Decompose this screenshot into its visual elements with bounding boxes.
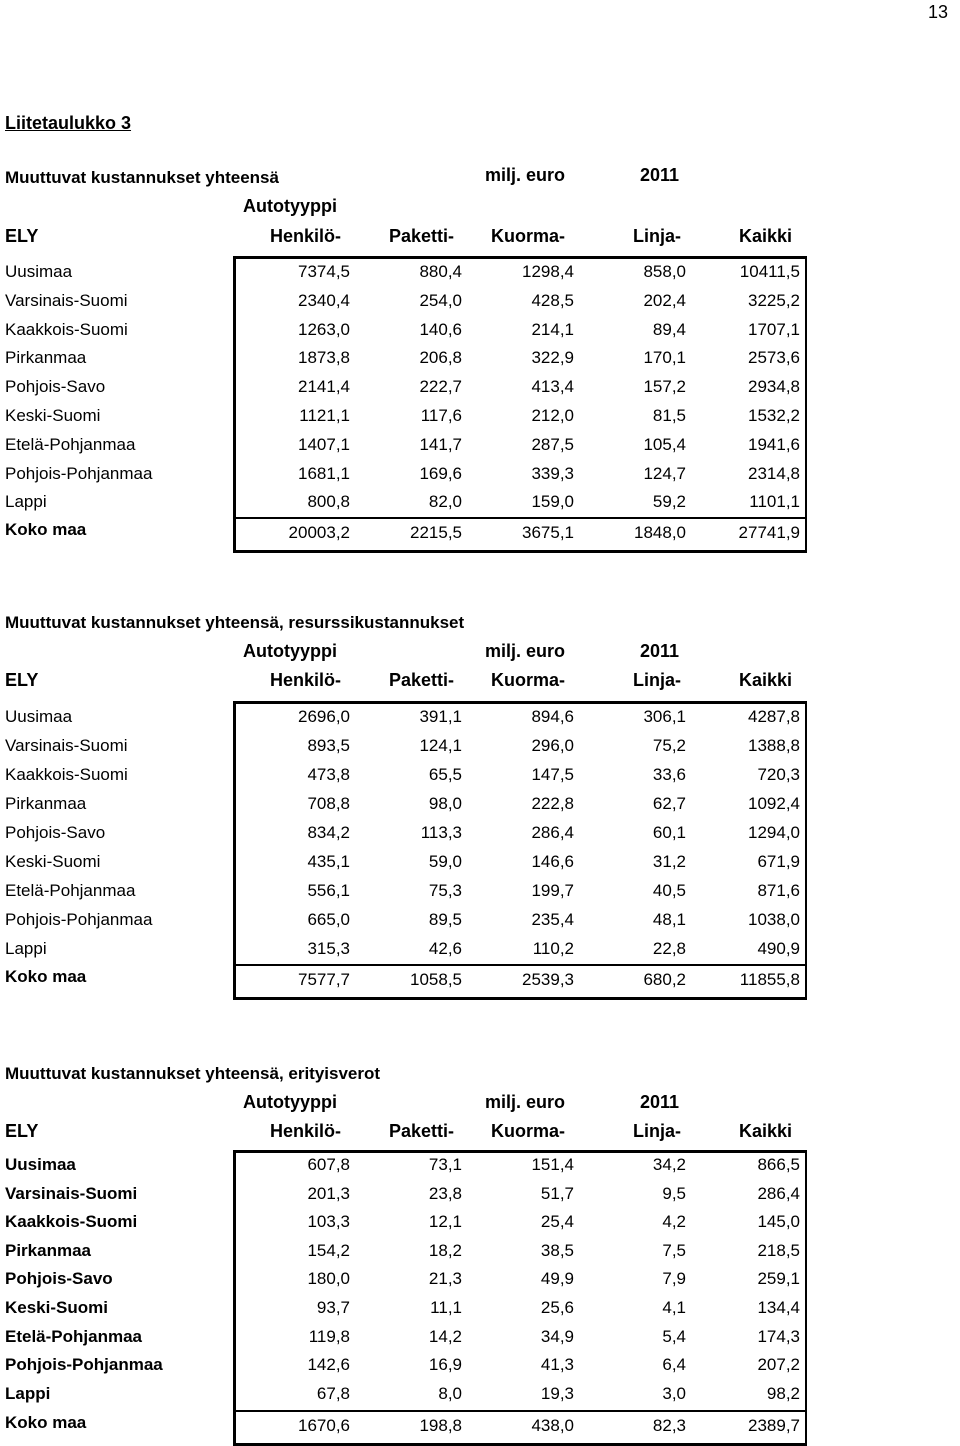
row-label: Kaakkois-Suomi	[5, 320, 128, 339]
total-label: Koko maa	[5, 1413, 87, 1432]
table-cell: 12,1	[428, 1212, 462, 1231]
table-cell: 671,9	[757, 852, 800, 871]
table-cell: 141,7	[419, 435, 462, 454]
column-header: ELY	[5, 226, 39, 246]
table-cell: 4,2	[662, 1212, 686, 1231]
total-cell: 27741,9	[738, 523, 800, 542]
table-cell: 59,2	[652, 492, 686, 511]
total-cell: 438,0	[531, 1416, 574, 1435]
column-header: Linja-	[633, 226, 681, 246]
appendix-title: Liitetaulukko 3	[5, 113, 132, 133]
table-cell: 7374,5	[298, 262, 350, 281]
table-cell: 435,1	[307, 852, 350, 871]
table-cell: 67,8	[316, 1384, 350, 1403]
table-cell: 1681,1	[298, 464, 350, 483]
table-cell: 25,4	[540, 1212, 574, 1231]
table-cell: 871,6	[757, 881, 800, 900]
table-cell: 98,2	[766, 1384, 800, 1403]
row-label: Pohjois-Pohjanmaa	[5, 464, 153, 483]
row-label: Etelä-Pohjanmaa	[5, 1327, 142, 1346]
table-cell: 93,7	[316, 1298, 350, 1317]
table-cell: 834,2	[307, 823, 350, 842]
column-header: Paketti-	[389, 1121, 455, 1141]
row-label: Etelä-Pohjanmaa	[5, 881, 136, 900]
table-cell: 60,1	[652, 823, 686, 842]
table-cell: 59,0	[428, 852, 462, 871]
table-cell: 19,3	[540, 1384, 574, 1403]
table-cell: 1298,4	[522, 262, 574, 281]
row-label: Uusimaa	[5, 707, 73, 726]
total-cell: 2389,7	[748, 1416, 800, 1435]
table-cell: 1707,1	[748, 320, 800, 339]
table-cell: 286,4	[531, 823, 574, 842]
table-cell: 11,1	[430, 1298, 462, 1317]
table-cell: 490,9	[757, 939, 800, 958]
column-header: Kaikki	[739, 670, 793, 690]
year-label: 2011	[640, 1092, 680, 1112]
total-cell: 1848,0	[634, 523, 686, 542]
table-cell: 146,6	[531, 852, 574, 871]
table-cell: 880,4	[419, 262, 462, 281]
table-cell: 48,1	[652, 910, 686, 929]
total-cell: 198,8	[419, 1416, 462, 1435]
table-cell: 665,0	[307, 910, 350, 929]
table-cell: 207,2	[757, 1355, 800, 1374]
table-title: Muuttuvat kustannukset yhteensä, erityisverot	[5, 1064, 381, 1083]
table-cell: 428,5	[531, 291, 574, 310]
table-cell: 124,7	[643, 464, 686, 483]
table-cell: 75,3	[428, 881, 462, 900]
table-cell: 142,6	[307, 1355, 350, 1374]
table-cell: 18,2	[428, 1241, 462, 1260]
table-cell: 800,8	[307, 492, 350, 511]
table-cell: 9,5	[662, 1184, 686, 1203]
table-cell: 98,0	[428, 794, 462, 813]
table-cell: 33,6	[652, 765, 686, 784]
column-header: Linja-	[633, 670, 681, 690]
table-cell: 893,5	[307, 736, 350, 755]
total-cell: 1058,5	[410, 970, 462, 989]
table-cell: 413,4	[531, 377, 574, 396]
total-cell: 7577,7	[298, 970, 350, 989]
table-title: Muuttuvat kustannukset yhteensä	[5, 168, 279, 187]
table-cell: 2573,6	[748, 348, 800, 367]
row-label: Lappi	[5, 939, 47, 958]
table-cell: 306,1	[643, 707, 686, 726]
column-header: Henkilö-	[270, 1121, 342, 1141]
column-header: Kaikki	[739, 1121, 793, 1141]
row-label: Keski-Suomi	[5, 852, 101, 871]
table-cell: 49,9	[540, 1269, 574, 1288]
table-cell: 170,1	[643, 348, 686, 367]
table-cell: 3225,2	[748, 291, 800, 310]
column-header: Kuorma-	[491, 670, 566, 690]
row-label: Kaakkois-Suomi	[5, 1212, 138, 1231]
table-cell: 296,0	[531, 736, 574, 755]
column-header: Kuorma-	[491, 1121, 566, 1141]
row-label: Varsinais-Suomi	[5, 736, 128, 755]
table-cell: 222,7	[419, 377, 462, 396]
table-cell: 105,4	[643, 435, 686, 454]
table-cell: 1092,4	[748, 794, 800, 813]
table-cell: 214,1	[531, 320, 574, 339]
table-cell: 124,1	[419, 736, 462, 755]
table-cell: 110,2	[532, 939, 574, 958]
table-cell: 286,4	[757, 1184, 800, 1203]
table-cell: 473,8	[307, 765, 350, 784]
row-label: Pohjois-Savo	[5, 377, 106, 396]
column-header: Henkilö-	[270, 226, 342, 246]
table-cell: 1388,8	[748, 736, 800, 755]
table-cell: 75,2	[652, 736, 686, 755]
table-cell: 2314,8	[748, 464, 800, 483]
row-label: Keski-Suomi	[5, 406, 101, 425]
table-cell: 7,9	[662, 1269, 686, 1288]
table-cell: 1532,2	[748, 406, 800, 425]
total-cell: 2539,3	[522, 970, 574, 989]
table-cell: 259,1	[757, 1269, 800, 1288]
table-cell: 134,4	[757, 1298, 800, 1317]
table-cell: 145,0	[757, 1212, 800, 1231]
table-cell: 169,6	[419, 464, 462, 483]
table-cell: 391,1	[419, 707, 462, 726]
row-label: Pirkanmaa	[5, 348, 87, 367]
table-cell: 212,0	[531, 406, 574, 425]
table-cell: 81,5	[652, 406, 686, 425]
column-header: Paketti-	[389, 670, 455, 690]
row-label: Kaakkois-Suomi	[5, 765, 128, 784]
table-cell: 42,6	[428, 939, 462, 958]
table-cell: 1941,6	[748, 435, 800, 454]
row-label: Keski-Suomi	[5, 1298, 108, 1317]
total-label: Koko maa	[5, 967, 87, 986]
row-label: Etelä-Pohjanmaa	[5, 435, 136, 454]
table-cell: 556,1	[307, 881, 350, 900]
table-cell: 38,5	[540, 1241, 574, 1260]
table-cell: 157,2	[643, 377, 686, 396]
table-cell: 62,7	[652, 794, 686, 813]
total-cell: 2215,5	[410, 523, 462, 542]
total-cell: 11855,8	[739, 970, 800, 989]
column-header: ELY	[5, 670, 39, 690]
table-title: Muuttuvat kustannukset yhteensä, resurssikustannukset	[5, 613, 465, 632]
table-cell: 82,0	[428, 492, 462, 511]
table-cell: 40,5	[652, 881, 686, 900]
column-header: Paketti-	[389, 226, 455, 246]
table-cell: 720,3	[757, 765, 800, 784]
table-cell: 894,6	[531, 707, 574, 726]
table-cell: 199,7	[531, 881, 574, 900]
group-label: Autotyyppi	[243, 641, 337, 661]
table-cell: 3,0	[662, 1384, 686, 1403]
table-cell: 201,3	[307, 1184, 350, 1203]
table-cell: 254,0	[419, 291, 462, 310]
total-cell: 1670,6	[298, 1416, 350, 1435]
row-label: Uusimaa	[5, 1155, 76, 1174]
table-cell: 607,8	[307, 1155, 350, 1174]
table-cell: 206,8	[419, 348, 462, 367]
row-label: Pohjois-Pohjanmaa	[5, 1355, 163, 1374]
table-cell: 22,8	[652, 939, 686, 958]
table-cell: 339,3	[531, 464, 574, 483]
row-label: Varsinais-Suomi	[5, 291, 128, 310]
total-label: Koko maa	[5, 520, 87, 539]
table-cell: 119,8	[308, 1327, 350, 1346]
table-cell: 858,0	[643, 262, 686, 281]
table-cell: 5,4	[662, 1327, 686, 1346]
column-header: Kaikki	[739, 226, 793, 246]
table-cell: 103,3	[307, 1212, 350, 1231]
table-cell: 202,4	[643, 291, 686, 310]
table-cell: 73,1	[428, 1155, 462, 1174]
row-label: Pirkanmaa	[5, 1241, 91, 1260]
table-cell: 117,6	[420, 406, 462, 425]
table-cell: 2340,4	[298, 291, 350, 310]
table-cell: 315,3	[307, 939, 350, 958]
total-cell: 680,2	[643, 970, 686, 989]
row-label: Pohjois-Savo	[5, 823, 106, 842]
table-cell: 10411,5	[739, 262, 800, 281]
unit-label: milj. euro	[485, 641, 566, 661]
table-cell: 287,5	[531, 435, 574, 454]
table-cell: 16,9	[428, 1355, 462, 1374]
group-label: Autotyyppi	[243, 196, 337, 216]
table-cell: 7,5	[662, 1241, 686, 1260]
table-cell: 180,0	[307, 1269, 350, 1288]
table-cell: 1101,1	[749, 492, 800, 511]
group-label: Autotyyppi	[243, 1092, 337, 1112]
table-cell: 708,8	[307, 794, 350, 813]
table-cell: 866,5	[757, 1155, 800, 1174]
table-cell: 8,0	[438, 1384, 462, 1403]
total-separator	[235, 964, 805, 966]
column-header: ELY	[5, 1121, 39, 1141]
total-separator	[235, 1410, 805, 1412]
table-cell: 2696,0	[298, 707, 350, 726]
total-separator	[235, 517, 805, 519]
table-cell: 51,7	[540, 1184, 574, 1203]
column-header: Kuorma-	[491, 226, 566, 246]
table-cell: 174,3	[757, 1327, 800, 1346]
table-cell: 147,5	[531, 765, 574, 784]
table-cell: 31,2	[652, 852, 686, 871]
row-label: Pohjois-Pohjanmaa	[5, 910, 153, 929]
unit-label: milj. euro	[485, 1092, 566, 1112]
table-cell: 222,8	[531, 794, 574, 813]
row-label: Varsinais-Suomi	[5, 1184, 138, 1203]
table-cell: 1121,1	[299, 406, 350, 425]
row-label: Pirkanmaa	[5, 794, 87, 813]
table-cell: 41,3	[540, 1355, 574, 1374]
page-number: 13	[927, 2, 948, 22]
table-cell: 34,9	[540, 1327, 574, 1346]
table-cell: 1294,0	[748, 823, 800, 842]
table-cell: 65,5	[428, 765, 462, 784]
table-cell: 23,8	[428, 1184, 462, 1203]
table-cell: 322,9	[531, 348, 574, 367]
table-cell: 89,5	[428, 910, 462, 929]
table-cell: 235,4	[531, 910, 574, 929]
table-cell: 113,3	[420, 823, 462, 842]
table-cell: 25,6	[540, 1298, 574, 1317]
unit-label: milj. euro	[485, 165, 566, 185]
table-cell: 2934,8	[748, 377, 800, 396]
column-header: Henkilö-	[270, 670, 342, 690]
table-cell: 4,1	[662, 1298, 686, 1317]
row-label: Lappi	[5, 492, 47, 511]
table-cell: 89,4	[652, 320, 686, 339]
table-cell: 1407,1	[298, 435, 350, 454]
table-cell: 6,4	[662, 1355, 686, 1374]
table-cell: 1873,8	[298, 348, 350, 367]
table-cell: 21,3	[428, 1269, 462, 1288]
table-cell: 159,0	[531, 492, 574, 511]
row-label: Uusimaa	[5, 262, 73, 281]
total-cell: 3675,1	[522, 523, 574, 542]
year-label: 2011	[640, 641, 680, 661]
table-cell: 140,6	[419, 320, 462, 339]
table-cell: 1263,0	[298, 320, 350, 339]
total-cell: 20003,2	[288, 523, 350, 542]
year-label: 2011	[640, 165, 680, 185]
table-cell: 154,2	[307, 1241, 350, 1260]
row-label: Lappi	[5, 1384, 51, 1403]
total-cell: 82,3	[652, 1416, 686, 1435]
table-cell: 34,2	[652, 1155, 686, 1174]
table-cell: 4287,8	[748, 707, 800, 726]
table-cell: 218,5	[757, 1241, 800, 1260]
table-cell: 2141,4	[298, 377, 350, 396]
table-cell: 151,4	[531, 1155, 574, 1174]
table-cell: 14,2	[428, 1327, 462, 1346]
column-header: Linja-	[633, 1121, 681, 1141]
table-cell: 1038,0	[748, 910, 800, 929]
row-label: Pohjois-Savo	[5, 1269, 113, 1288]
